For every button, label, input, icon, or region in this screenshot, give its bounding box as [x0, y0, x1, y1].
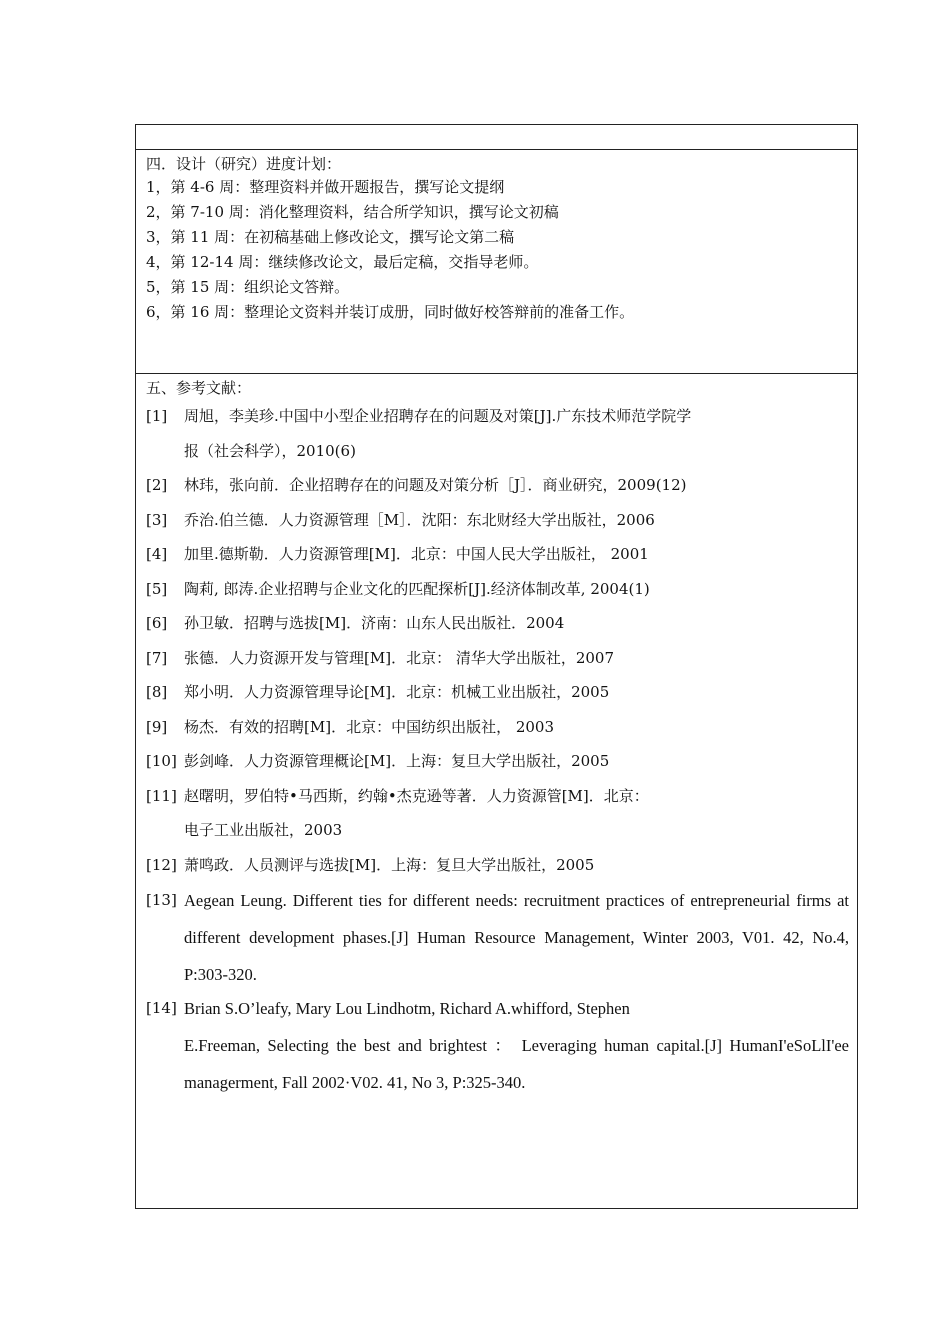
- reference-item: [146, 675, 849, 710]
- reference-item: [146, 503, 849, 538]
- reference-number: [12]: [146, 855, 177, 874]
- reference-text: 孙卫敏．招聘与选拔[M]．济南：山东人民出版社．2004: [184, 614, 565, 632]
- reference-item: [146, 779, 849, 848]
- reference-number: [8]: [146, 683, 168, 701]
- schedule-section: [136, 150, 857, 374]
- reference-number: [6]: [146, 614, 168, 632]
- reference-number: [9]: [146, 717, 168, 736]
- reference-item: [146, 744, 849, 779]
- reference-text: [184, 779, 849, 848]
- reference-number: [14]: [146, 999, 177, 1017]
- reference-text: 林玮，张向前．企业招聘存在的问题及对策分析［J］．商业研究，2009(12): [184, 476, 687, 494]
- reference-item: [146, 399, 849, 468]
- reference-line: 报（社会科学），2010(6): [184, 441, 356, 460]
- reference-text: 乔治.伯兰德．人力资源管理［M］．沈阳：东北财经大学出版社，2006: [184, 510, 655, 529]
- reference-text: 杨杰．有效的招聘[M]．北京：中国纺织出版社， 2003: [184, 717, 555, 736]
- reference-text: Aegean Leung. Different ties for different needs: recruitment practices of entrepreneurial firms at different development phases.[J] Human Resource Management, Winter 2003, V01. 42, No.4, P:303-320.: [184, 891, 849, 984]
- reference-item: [146, 468, 849, 503]
- schedule-item: 3，第 11 周：在初稿基础上修改论文，撰写论文第二稿: [146, 228, 515, 246]
- reference-item: [146, 537, 849, 572]
- schedule-item: 5，第 15 周：组织论文答辩。: [146, 278, 350, 296]
- reference-text: 彭剑峰．人力资源管理概论[M]．上海：复旦大学出版社，2005: [184, 752, 610, 770]
- reference-number: [10]: [146, 752, 177, 770]
- reference-line: Brian S.O’leafy, Mary Lou Lindhotm, Richard A.whifford, Stephen: [184, 999, 630, 1018]
- form-table: [135, 124, 858, 1209]
- reference-line: 赵曙明，罗伯特•马西斯，约翰•杰克逊等著．人力资源管[M]．北京：: [184, 786, 649, 805]
- reference-item: [146, 606, 849, 641]
- reference-text: 萧鸣政．人员测评与选拔[M]．上海：复旦大学出版社，2005: [184, 855, 595, 874]
- reference-number: [7]: [146, 648, 168, 667]
- reference-text: 陶莉, 郎涛.企业招聘与企业文化的匹配探析[J].经济体制改革, 2004(1): [184, 579, 650, 598]
- top-empty-row: [136, 125, 857, 150]
- reference-number: [5]: [146, 579, 168, 598]
- reference-number: [4]: [146, 545, 168, 563]
- reference-item: [146, 641, 849, 676]
- references-title: 五、参考文献：: [146, 379, 252, 397]
- reference-item: [146, 710, 849, 745]
- reference-line: 周旭，李美珍.中国中小型企业招聘存在的问题及对策[J].广东技术师范学院学: [184, 407, 692, 425]
- reference-number: [1]: [146, 407, 168, 425]
- reference-text: 张德．人力资源开发与管理[M]．北京： 清华大学出版社，2007: [184, 648, 615, 667]
- schedule-title: 四．设计（研究）进度计划：: [146, 155, 342, 173]
- reference-text: 加里.德斯勒．人力资源管理[M]．北京：中国人民大学出版社， 2001: [184, 545, 649, 563]
- schedule-item: 2，第 7-10 周：消化整理资料，结合所学知识，撰写论文初稿: [146, 203, 559, 221]
- reference-number: [11]: [146, 786, 177, 805]
- reference-text: [184, 990, 849, 1101]
- reference-item: [146, 572, 849, 607]
- reference-text: [184, 399, 849, 468]
- reference-number: [13]: [146, 891, 177, 909]
- schedule-item: 1，第 4-6 周：整理资料并做开题报告，撰写论文提纲: [146, 178, 505, 196]
- reference-line: 电子工业出版社，2003: [184, 821, 343, 839]
- schedule-item: 4，第 12-14 周：继续修改论文，最后定稿，交指导老师。: [146, 253, 539, 271]
- schedule-item: 6，第 16 周：整理论文资料并装订成册，同时做好校答辩前的准备工作。: [146, 303, 635, 321]
- references-section: [136, 374, 857, 1208]
- reference-item: [146, 882, 849, 993]
- reference-text: 郑小明．人力资源管理导论[M]．北京：机械工业出版社，2005: [184, 683, 610, 701]
- reference-number: [3]: [146, 510, 168, 529]
- reference-item: [146, 848, 849, 883]
- reference-number: [2]: [146, 476, 168, 494]
- reference-line: E.Freeman, Selecting the best and brightest ： Leveraging human capital.[J] HumanI'eSoLlI'ee managerment, Fall 2002·V02. 41, No 3, P:325-340.: [184, 1036, 849, 1092]
- reference-item: [146, 990, 849, 1101]
